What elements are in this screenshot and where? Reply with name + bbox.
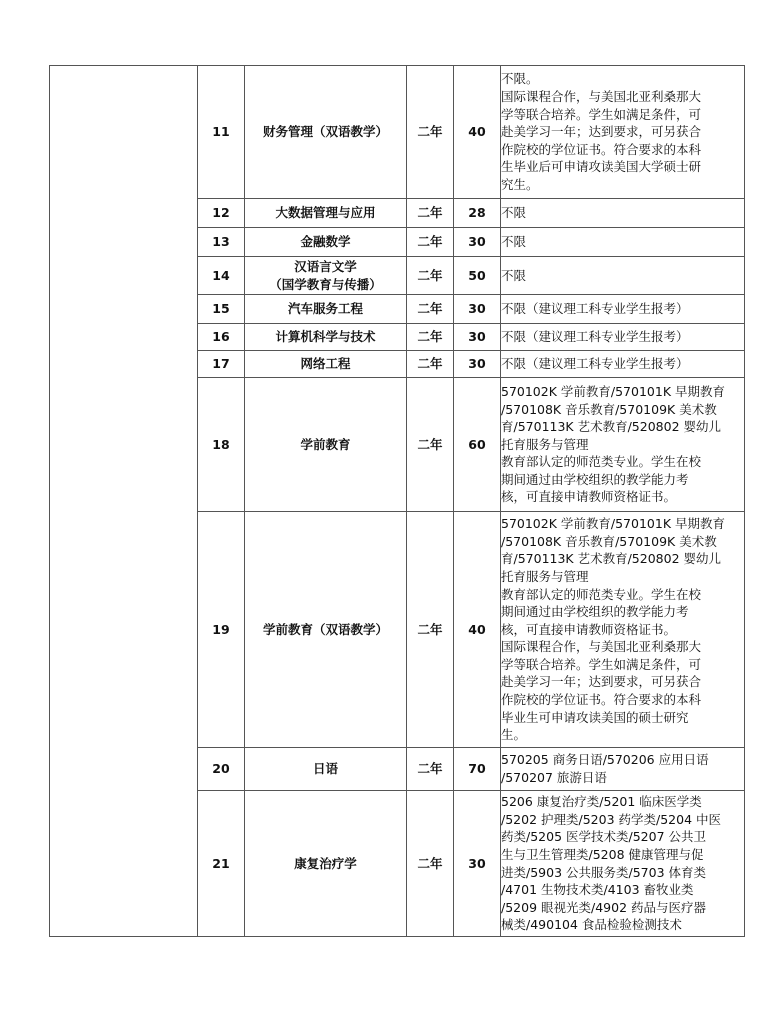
requirement-line: 生。 (501, 727, 527, 743)
major-name-line: 汉语言文学 (294, 258, 357, 274)
enrollment-plan: 30 (454, 324, 501, 351)
major-name (245, 295, 407, 324)
major-name (245, 199, 407, 228)
requirement-line: 械类/490104 食品检验检测技术 (501, 917, 682, 933)
requirement-line: /570108K 音乐教育/570109K 美术教 (501, 401, 717, 417)
enrollment-plan: 30 (454, 295, 501, 324)
requirement-line: 5206 康复治疗类/5201 临床医学类 (501, 794, 702, 810)
requirement-line: 不限。 (501, 71, 539, 87)
enrollment-plan: 50 (454, 257, 501, 295)
requirement-line: 570102K 学前教育/570101K 早期教育 (501, 383, 725, 399)
row-number: 19 (198, 512, 245, 748)
study-length: 二年 (407, 228, 454, 257)
requirement-line: 进类/5903 公共服务类/5703 体育类 (501, 864, 706, 880)
study-length: 二年 (407, 199, 454, 228)
requirement-cell (501, 257, 745, 295)
row-number: 11 (198, 66, 245, 199)
study-length: 二年 (407, 324, 454, 351)
row-number: 20 (198, 748, 245, 791)
table-row (50, 66, 745, 199)
majors-table-body (50, 66, 745, 937)
major-name (245, 378, 407, 512)
row-number: 21 (198, 791, 245, 937)
major-name-line: 学前教育 (300, 436, 351, 452)
requirement-cell (501, 748, 745, 791)
major-name (245, 512, 407, 748)
major-name (245, 324, 407, 351)
requirement-cell (501, 228, 745, 257)
requirement-cell (501, 351, 745, 378)
requirement-line: 570205 商务日语/570206 应用日语 (501, 752, 709, 768)
major-name (245, 748, 407, 791)
requirement-line: 570102K 学前教育/570101K 早期教育 (501, 516, 725, 532)
requirement-line: 学等联合培养。学生如满足条件，可 (501, 106, 702, 122)
requirement-line: /570108K 音乐教育/570109K 美术教 (501, 533, 717, 549)
study-length: 二年 (407, 512, 454, 748)
requirement-line: 期间通过由学校组织的教学能力考 (501, 604, 689, 620)
major-name-line: 网络工程 (300, 356, 351, 372)
requirement-line: 国际课程合作，与美国北亚利桑那大 (501, 639, 702, 655)
requirement-line: 不限（建议理工科专业学生报考） (501, 329, 689, 345)
requirement-line: 育/570113K 艺术教育/520802 婴幼儿 (501, 419, 722, 435)
requirement-line: 不限 (501, 234, 527, 250)
row-number: 15 (198, 295, 245, 324)
major-name-line: 学前教育（双语教学） (262, 621, 388, 637)
major-name (245, 351, 407, 378)
requirement-cell (501, 295, 745, 324)
requirement-line: 托育服务与管理 (501, 568, 589, 584)
requirement-line: 学等联合培养。学生如满足条件，可 (501, 656, 702, 672)
major-name-line: 金融数学 (300, 234, 351, 250)
requirement-line: 赴美学习一年；达到要求，可另获合 (501, 674, 702, 690)
study-length: 二年 (407, 791, 454, 937)
study-length: 二年 (407, 748, 454, 791)
requirement-cell (501, 324, 745, 351)
requirement-line: 期间通过由学校组织的教学能力考 (501, 471, 689, 487)
major-name-line: 计算机科学与技术 (275, 329, 376, 345)
row-number: 13 (198, 228, 245, 257)
requirement-line: 不限（建议理工科专业学生报考） (501, 301, 689, 317)
requirement-line: 托育服务与管理 (501, 436, 589, 452)
requirement-line: /5209 眼视光类/4902 药品与医疗器 (501, 899, 706, 915)
requirement-line: 作院校的学位证书。符合要求的本科 (501, 692, 702, 708)
requirement-line: 核，可直接申请教师资格证书。 (501, 621, 677, 637)
requirement-line: 不限 (501, 205, 527, 221)
requirement-cell (501, 512, 745, 748)
enrollment-plan: 30 (454, 791, 501, 937)
requirement-line: 作院校的学位证书。符合要求的本科 (501, 141, 702, 157)
requirement-line: 育/570113K 艺术教育/520802 婴幼儿 (501, 551, 722, 567)
major-name-line: 财务管理（双语教学） (262, 124, 388, 140)
requirement-line: 生毕业后可申请攻读美国大学硕士研 (501, 159, 702, 175)
enrollment-plan: 60 (454, 378, 501, 512)
requirement-line: 不限 (501, 267, 527, 283)
requirement-cell (501, 791, 745, 937)
enrollment-plan: 30 (454, 351, 501, 378)
row-number: 14 (198, 257, 245, 295)
enrollment-plan: 40 (454, 512, 501, 748)
requirement-cell (501, 199, 745, 228)
requirement-line: 药类/5205 医学技术类/5207 公共卫 (501, 829, 706, 845)
major-name-line: （国学教育与传播） (269, 276, 382, 292)
study-length: 二年 (407, 351, 454, 378)
major-name (245, 791, 407, 937)
requirement-line: 赴美学习一年；达到要求，可另获合 (501, 124, 702, 140)
requirement-line: /4701 生物技术类/4103 畜牧业类 (501, 882, 694, 898)
category-cell (50, 66, 198, 937)
requirement-line: 教育部认定的师范类专业。学生在校 (501, 586, 702, 602)
requirement-line: /570207 旅游日语 (501, 770, 607, 785)
major-name (245, 257, 407, 295)
requirement-line: 国际课程合作，与美国北亚利桑那大 (501, 89, 702, 105)
enrollment-plan: 40 (454, 66, 501, 199)
row-number: 12 (198, 199, 245, 228)
row-number: 18 (198, 378, 245, 512)
major-name-line: 大数据管理与应用 (275, 205, 376, 221)
requirement-cell (501, 378, 745, 512)
requirement-line: 毕业生可申请攻读美国的硕士研究 (501, 709, 689, 725)
major-name-line: 日语 (312, 761, 338, 777)
major-name (245, 228, 407, 257)
requirement-line: 生与卫生管理类/5208 健康管理与促 (501, 846, 704, 862)
row-number: 17 (198, 351, 245, 378)
enrollment-plan: 28 (454, 199, 501, 228)
majors-table (49, 65, 745, 937)
enrollment-plan: 70 (454, 748, 501, 791)
requirement-line: 不限（建议理工科专业学生报考） (501, 356, 689, 372)
study-length: 二年 (407, 66, 454, 199)
major-name-line: 汽车服务工程 (287, 301, 363, 317)
study-length: 二年 (407, 295, 454, 324)
row-number: 16 (198, 324, 245, 351)
study-length: 二年 (407, 378, 454, 512)
requirement-cell (501, 66, 745, 199)
major-name-line: 康复治疗学 (294, 855, 357, 871)
requirement-line: 核，可直接申请教师资格证书。 (501, 489, 677, 505)
requirement-line: /5202 护理类/5203 药学类/5204 中医 (501, 811, 721, 827)
study-length: 二年 (407, 257, 454, 295)
enrollment-plan: 30 (454, 228, 501, 257)
requirement-line: 究生。 (501, 176, 539, 192)
requirement-line: 教育部认定的师范类专业。学生在校 (501, 454, 702, 470)
major-name (245, 66, 407, 199)
